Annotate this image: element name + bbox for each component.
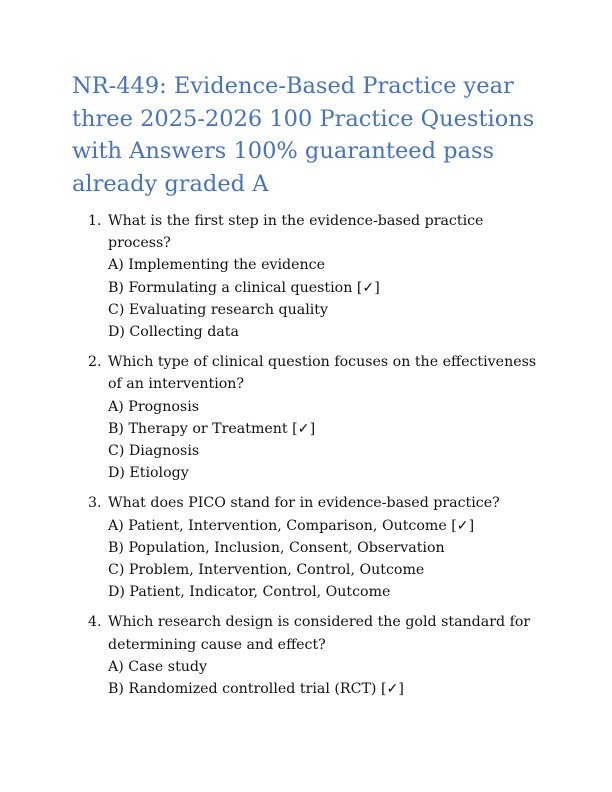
answer-option: D) Patient, Indicator, Control, Outcome (108, 584, 391, 601)
answer-options (108, 254, 548, 343)
answer-option: B) Population, Inclusion, Consent, Observation (108, 539, 445, 556)
question-item (88, 492, 548, 603)
answer-option: C) Problem, Intervention, Control, Outcome (108, 562, 425, 579)
answer-options (108, 396, 548, 485)
answer-option: C) Diagnosis (108, 443, 200, 460)
answer-option-correct: B) Randomized controlled trial (RCT) [✓] (108, 681, 404, 698)
answer-option: A) Implementing the evidence (108, 257, 325, 274)
question-item (88, 351, 548, 484)
answer-options (108, 656, 548, 700)
question-item (88, 611, 548, 700)
answer-options (108, 515, 548, 604)
answer-option: D) Etiology (108, 465, 189, 482)
question-number: 2. (88, 354, 102, 371)
question-number: 3. (88, 495, 102, 512)
question-number: 4. (88, 614, 102, 631)
question-text: Which research design is considered the gold standard for determining cause and effect? (108, 614, 531, 653)
question-text: Which type of clinical question focuses on the effectiveness of an intervention? (108, 354, 537, 393)
answer-option-correct: B) Formulating a clinical question [✓] (108, 279, 380, 296)
question-text: What is the first step in the evidence-based practice process? (108, 213, 484, 252)
question-text: What does PICO stand for in evidence-based practice? (108, 495, 500, 512)
answer-option-correct: A) Patient, Intervention, Comparison, Outcome [✓] (108, 517, 475, 534)
answer-option: A) Prognosis (108, 398, 200, 415)
answer-option: D) Collecting data (108, 324, 239, 341)
answer-option: C) Evaluating research quality (108, 301, 328, 318)
answer-option-correct: B) Therapy or Treatment [✓] (108, 420, 316, 437)
answer-option: A) Case study (108, 658, 208, 675)
question-item (88, 210, 548, 343)
question-number: 1. (88, 213, 102, 229)
question-list (88, 210, 548, 708)
document-title: NR-449: Evidence-Based Practice year three 2025-2026 100 Practice Questions with Answers 100% guaranteed pass already graded A (72, 73, 535, 197)
